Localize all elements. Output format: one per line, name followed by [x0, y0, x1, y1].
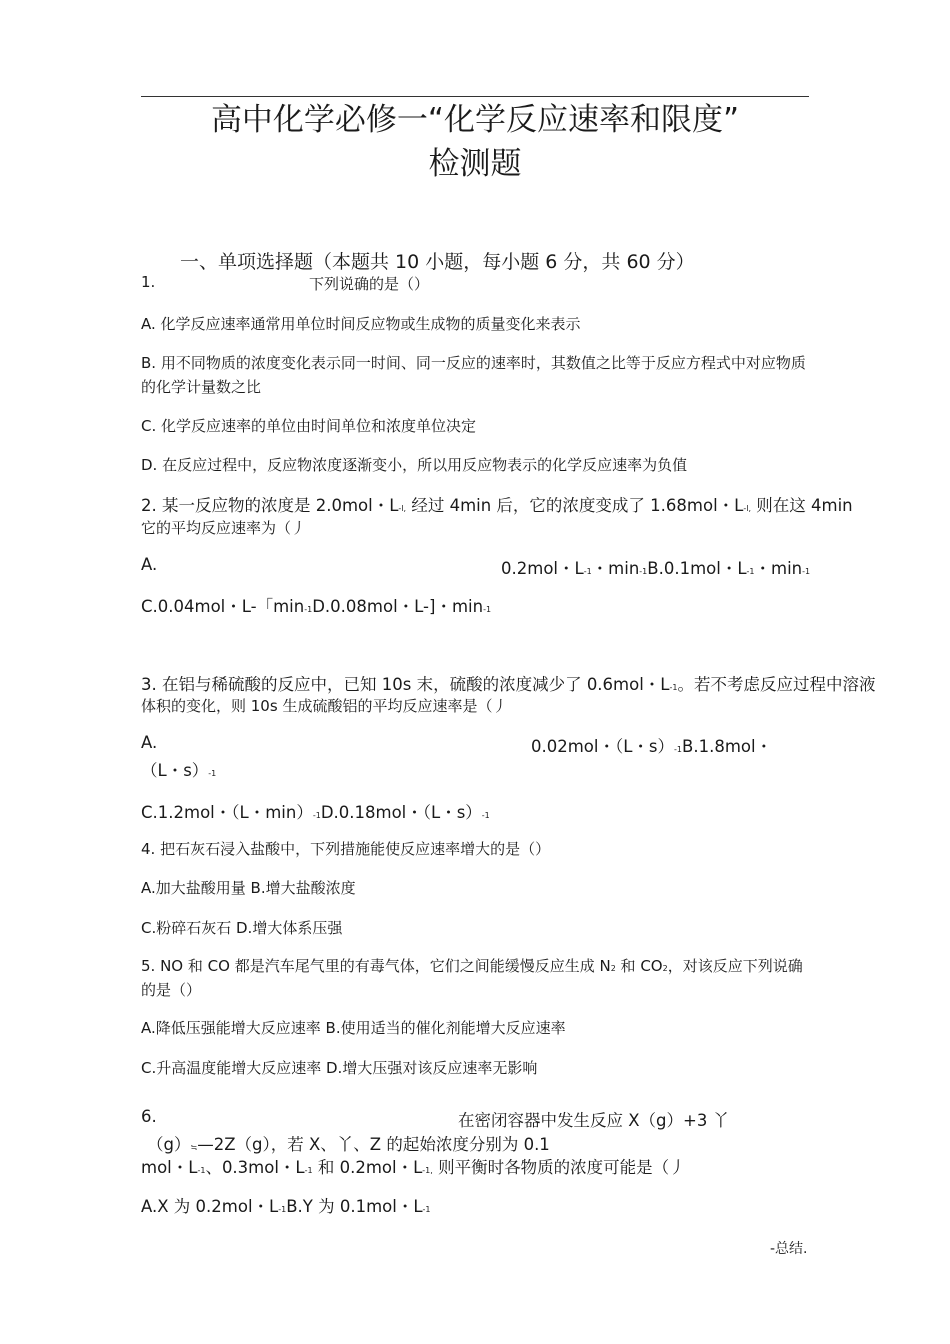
page-title: 高中化学必修一“化学反应速率和限度”	[210, 102, 740, 138]
q1-option-c: C. 化学反应速率的单位由时间单位和浓度单位决定	[141, 417, 477, 435]
q3-options-ab: 0.02mol・（L・s）-1B.1.8mol・	[531, 737, 773, 756]
q2-option-label-a: A.	[141, 555, 158, 574]
q2-stem-line1: 2. 某一反应物的浓度是 2.0mol・L-l, 经过 4min 后，它的浓度变成了 1.68mol・L-l, 则在这 4min	[141, 496, 853, 515]
q3-options-ab-cont: （L・s）-1	[141, 761, 217, 780]
q2-options-cd: C.0.04mol・L-「min-1D.0.08mol・L-]・min-1	[141, 597, 492, 616]
q2-stem-line2: 它的平均反应速率为（丿	[141, 519, 307, 537]
q6-options-ab: A.X 为 0.2mol・L-1B.Y 为 0.1mol・L-1	[141, 1197, 431, 1216]
q4-options-ab: A.加大盐酸用量 B.增大盐酸浓度	[141, 879, 356, 897]
q1-option-b-line1: B. 用不同物质的浓度变化表示同一时间、同一反应的速率时，其数值之比等于反应方程式中对应物质	[141, 354, 806, 372]
q3-stem-line2: 体积的变化，则 10s 生成硫酸铝的平均反应速率是（丿	[141, 697, 508, 715]
q4-stem: 4. 把石灰石浸入盐酸中，下列措施能使反应速率增大的是（）	[141, 840, 551, 858]
q6-stem-line3: mol・L-1、0.3mol・L-1 和 0.2mol・L-1, 则平衡时各物质的浓度可能是（丿	[141, 1158, 686, 1177]
q1-number: 1.	[141, 273, 156, 291]
header-rule	[141, 96, 809, 97]
page-footer: -总结.	[770, 1241, 808, 1257]
q3-option-label-a: A.	[141, 733, 158, 752]
q3-options-cd: C.1.2mol・（L・min）-1D.0.18mol・（L・s）-1	[141, 803, 490, 822]
q1-option-d: D. 在反应过程中，反应物浓度逐渐变小，所以用反应物表示的化学反应速率为负值	[141, 456, 688, 474]
page-subtitle: 检测题	[428, 146, 522, 182]
q1-stem: 下列说确的是（）	[309, 275, 430, 293]
q1-option-b-line2: 的化学计量数之比	[141, 378, 262, 396]
q3-stem-line1: 3. 在铝与稀硫酸的反应中，已知 10s 末，硫酸的浓度减少了 0.6mol・L-1。若不考虑反应过程中溶液	[141, 675, 876, 694]
section-heading: 一、单项选择题（本题共 10 小题，每小题 6 分，共 60 分）	[180, 251, 695, 273]
q4-options-cd: C.粉碎石灰石 D.增大体系压强	[141, 919, 343, 937]
q1-option-a: A. 化学反应速率通常用单位时间反应物或生成物的质量变化来表示	[141, 315, 581, 333]
q5-stem-line1: 5. NO 和 CO 都是汽车尾气里的有毒气体，它们之间能缓慢反应生成 N2 和 CO2，对该反应下列说确	[141, 957, 803, 975]
q5-stem-line2: 的是（）	[141, 981, 202, 999]
q6-number: 6.	[141, 1107, 157, 1126]
q5-options-ab: A.降低压强能增大反应速率 B.使用适当的催化剂能增大反应速率	[141, 1019, 566, 1037]
q6-stem-line2: （g）≒—2Z（g），若 X、丫、Z 的起始浓度分别为 0.1	[147, 1135, 550, 1154]
q2-options-ab: 0.2mol・L-1・min-1B.0.1mol・L-1・min-1	[501, 559, 811, 578]
q5-options-cd: C.升高温度能增大反应速率 D.增大压强对该反应速率无影响	[141, 1059, 538, 1077]
q6-stem-line1: 在密闭容器中发生反应 X（g）+3 丫	[458, 1111, 730, 1130]
